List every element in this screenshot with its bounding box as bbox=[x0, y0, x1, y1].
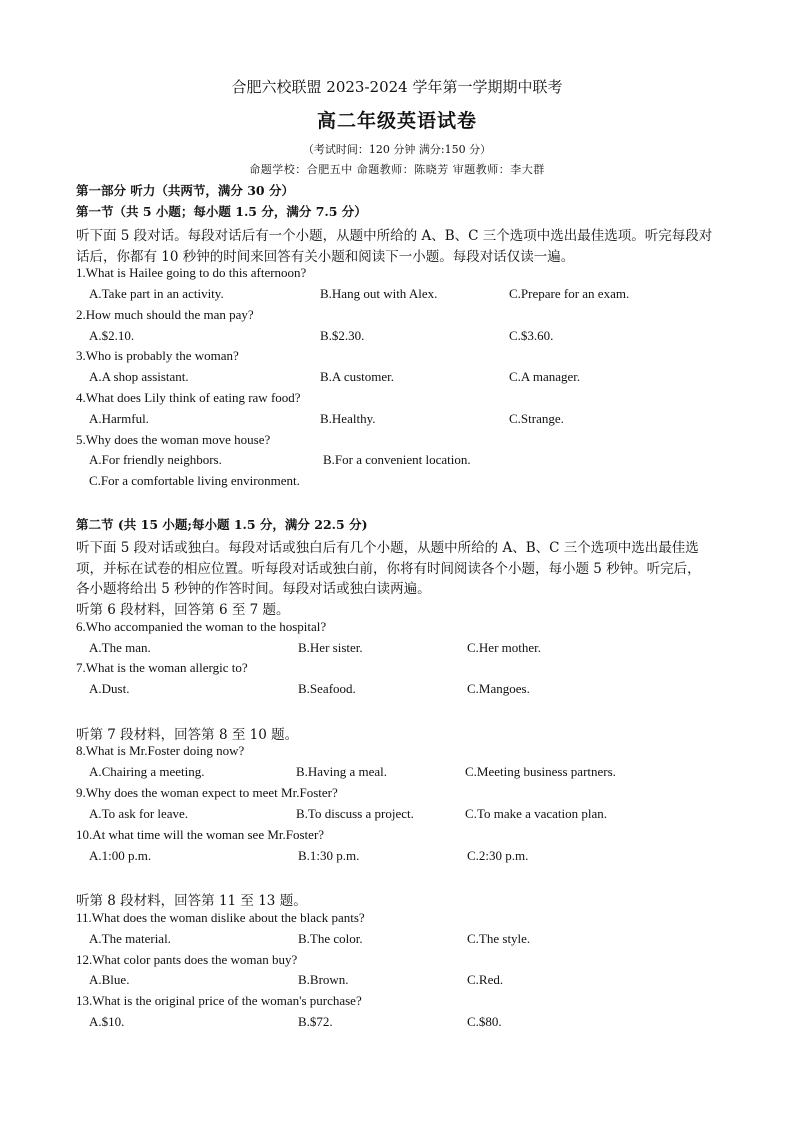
option-a: A.Dust. bbox=[89, 681, 130, 696]
option-a: A.$10. bbox=[89, 1014, 125, 1029]
option-b: B.Healthy. bbox=[320, 411, 376, 426]
option-b: B.$72. bbox=[298, 1014, 333, 1029]
option-b: B.Hang out with Alex. bbox=[320, 286, 438, 301]
section2-heading: 第二节 (共 15 小题;每小题 1.5 分，满分 22.5 分) bbox=[76, 517, 368, 532]
option-c: C.A manager. bbox=[509, 369, 581, 384]
section1-instructions-line: 话后，你都有 10 秒钟的时间来回答有关小题和阅读下一小题。每段对话仅读一遍。 bbox=[76, 249, 575, 265]
question: 6.Who accompanied the woman to the hospital? bbox=[76, 619, 327, 634]
question: 13.What is the original price of the woman's purchase? bbox=[76, 993, 362, 1008]
option-a: A.Take part in an activity. bbox=[89, 286, 224, 301]
option-c: C.To make a vacation plan. bbox=[465, 806, 608, 821]
option-a: A.A shop assistant. bbox=[89, 369, 189, 384]
option-c: C.Strange. bbox=[509, 411, 564, 426]
option-c: C.The style. bbox=[467, 931, 531, 946]
option-a: A.The material. bbox=[89, 931, 171, 946]
section1-heading: 第一节（共 5 小题；每小题 1.5 分，满分 7.5 分） bbox=[76, 204, 367, 219]
option-c: C.Meeting business partners. bbox=[465, 764, 616, 779]
option-b: B.Brown. bbox=[298, 972, 349, 987]
part1-heading: 第一部分 听力（共两节，满分 30 分） bbox=[76, 183, 294, 198]
section2-instructions-line: 项，并标在试卷的相应位置。听每段对话或独白前，你将有时间阅读各个小题，每小题 5 秒钟。听完后， bbox=[76, 561, 701, 577]
question: 12.What color pants does the woman buy? bbox=[76, 952, 298, 967]
option-a: A.$2.10. bbox=[89, 328, 135, 343]
option-b: B.Seafood. bbox=[298, 681, 356, 696]
option-a: A.To ask for leave. bbox=[89, 806, 189, 821]
group-intro: 听第 7 段材料，回答第 8 至 10 题。 bbox=[76, 727, 299, 743]
option-a: A.The man. bbox=[89, 640, 151, 655]
option-c: C.Mangoes. bbox=[467, 681, 530, 696]
option-b: B.1:30 p.m. bbox=[298, 848, 360, 863]
question: 10.At what time will the woman see Mr.Foster? bbox=[76, 827, 325, 842]
option-b: B.To discuss a project. bbox=[296, 806, 414, 821]
option-b: B.Having a meal. bbox=[296, 764, 387, 779]
option-c: C.$80. bbox=[467, 1014, 502, 1029]
question: 11.What does the woman dislike about the black pants? bbox=[76, 910, 365, 925]
question: 1.What is Hailee going to do this afternoon? bbox=[76, 265, 307, 280]
option-b: B.Her sister. bbox=[298, 640, 363, 655]
question: 9.Why does the woman expect to meet Mr.Foster? bbox=[76, 785, 338, 800]
option-b: B.$2.30. bbox=[320, 328, 365, 343]
option-c: C.$3.60. bbox=[509, 328, 554, 343]
exam-info: （考试时间：120 分钟 满分:150 分） bbox=[302, 143, 492, 156]
question: 5.Why does the woman move house? bbox=[76, 432, 271, 447]
school-line: 合肥六校联盟 2023-2024 学年第一学期期中联考 bbox=[231, 78, 563, 96]
option-b: B.A customer. bbox=[320, 369, 395, 384]
setters-line: 命题学校：合肥五中 命题教师：陈晓芳 审题教师：李大群 bbox=[249, 163, 545, 176]
question: 3.Who is probably the woman? bbox=[76, 348, 239, 363]
option-a: A.For friendly neighbors. bbox=[89, 452, 222, 467]
option-b: B.For a convenient location. bbox=[323, 452, 471, 467]
section2-instructions-line: 听下面 5 段对话或独白。每段对话或独白后有几个小题，从题中所给的 A、B、C 三个选项中选出最佳选 bbox=[76, 540, 699, 556]
option-b: B.The color. bbox=[298, 931, 363, 946]
option-a: A.1:00 p.m. bbox=[89, 848, 152, 863]
question: 2.How much should the man pay? bbox=[76, 307, 254, 322]
option-c: C.For a comfortable living environment. bbox=[89, 473, 300, 488]
option-c: C.Red. bbox=[467, 972, 504, 987]
group-intro: 听第 8 段材料，回答第 11 至 13 题。 bbox=[76, 893, 307, 909]
question: 8.What is Mr.Foster doing now? bbox=[76, 743, 245, 758]
option-c: C.Her mother. bbox=[467, 640, 542, 655]
option-c: C.Prepare for an exam. bbox=[509, 286, 630, 301]
option-a: A.Chairing a meeting. bbox=[89, 764, 205, 779]
exam-title: 高二年级英语试卷 bbox=[316, 110, 477, 132]
question: 7.What is the woman allergic to? bbox=[76, 660, 248, 675]
option-c: C.2:30 p.m. bbox=[467, 848, 529, 863]
section1-instructions-line: 听下面 5 段对话。每段对话后有一个小题，从题中所给的 A、B、C 三个选项中选出最佳选项。听完每段对 bbox=[76, 228, 713, 244]
group-intro: 听第 6 段材料，回答第 6 至 7 题。 bbox=[76, 602, 290, 618]
section2-instructions-line: 各小题将给出 5 秒钟的作答时间。每段对话或独白读两遍。 bbox=[76, 581, 431, 597]
option-a: A.Harmful. bbox=[89, 411, 149, 426]
option-a: A.Blue. bbox=[89, 972, 130, 987]
question: 4.What does Lily think of eating raw food? bbox=[76, 390, 301, 405]
